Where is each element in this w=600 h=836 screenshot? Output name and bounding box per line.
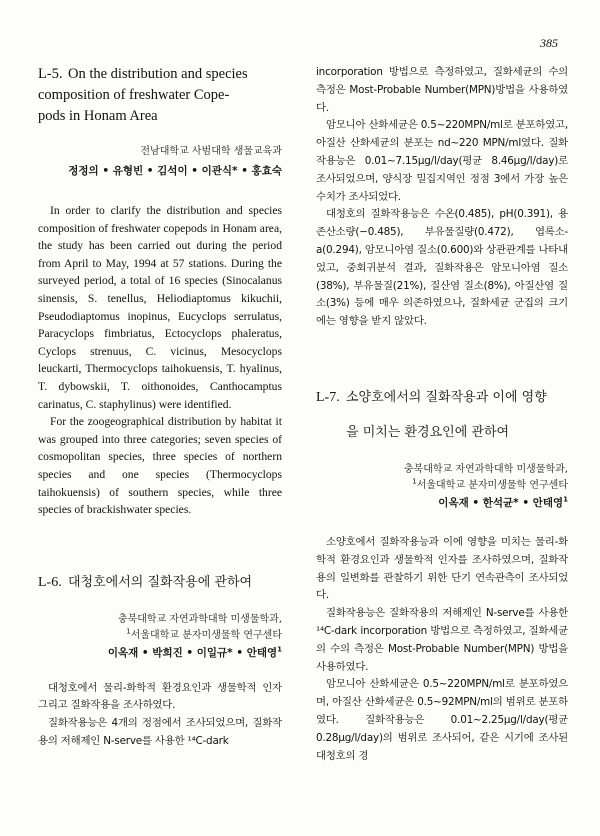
l7-paragraph-3: 암모니아 산화세균은 0.5~220MPN/ml로 분포하였으며, 아질산 산화세균은 0.5~92MPN/ml의 범위로 분포하였다. 질화작용능은 0.01~2.25μg/l/day(평균 0.28μg/l/day)의 범위로 조사되어, 같은 시기에 조사된 대청호의 경	[316, 678, 568, 762]
l6-paragraph-2: 질화작용능은 4개의 정점에서 조사되었으며, 질화작용의 저해제인 N-serve를 사용한 ¹⁴C-dark	[38, 717, 282, 748]
l6-authors: 이옥재 • 박희진 • 이일규* • 안태영$^1$	[107, 645, 282, 659]
l6-abstract	[38, 680, 282, 751]
l6-paragraph-1: 대청호에서 물리-화학적 환경요인과 생물학적 인자 그리고 질화작용을 조사하였다.	[38, 681, 282, 712]
l6-title: L-6. 대청호에서의 질화작용에 관하여	[38, 572, 282, 594]
l5-title-line1: L-5. On the distribution and species	[38, 64, 282, 85]
l6-paragraph-5: 대청호의 질화작용능은 수온(0.485), pH(0.391), 용존산소량(−0.485), 부유물질량(0.472), 엽록소-a(0.294), 암모니아염 질소(0.600)와 상관관계를 나타내었고, 중회귀분석 결과, 질화작용은 암모니아염 질소(38%), 부유물질(21%), 질산염 질소(8%), 아질산염 질소(3%) 등에 매우 의존하였으나, 질화세균 군집의 크기에는 영향을 받지 않았다.	[316, 208, 568, 328]
l6-paragraph-4: 암모니아 산화세균은 0.5~220MPN/ml로 분포하였고, 아질산 산화세균의 분포는 nd~220 MPN/ml였다. 질화작용능은 0.01~7.15μg/l/day(평균 8.46μg/l/day)로 조사되었으며, 양식장 밀집지역인 정점 3에서 가장 높은 수치가 조사되었다.	[316, 119, 568, 203]
l5-paragraph-2: For the zoogeographical distribution by habitat it was grouped into three categories; seven species of cosmopolitan species, three species of northern species and one species (Thermocyclops taihokuensis) of southern species, while three species of brackishwater species.	[38, 415, 282, 517]
right-column	[316, 64, 568, 765]
l6-paragraph-3: incorporation 방법으로 측정하였고, 질화세균의 수의 측정은 Most-Probable Number(MPN)방법을 사용하였다.	[316, 66, 568, 114]
l6-title-block	[38, 572, 282, 594]
l7-affiliation-1: 충북대학교 자연과학대학 미생물학과,	[403, 463, 568, 475]
l6-continued	[316, 64, 568, 331]
left-column	[38, 64, 282, 751]
l7-affiliation-2: $^1$서울대학교 분자미생물학 연구센타	[412, 477, 568, 491]
l5-number: L-5.	[38, 66, 63, 82]
l5-paragraph-1: In order to clarify the distribution and species composition of freshwater copepods in Honam area, the study has been carried out during the period from April to May, 1994 at 57 stations. During the surveyed period, a total of 16 species (Sinocalanus sinensis, S. tenellus, Heliodiaptomus kikuchii, Pseudodiaptomus inopinus, Eucyclops serrulatus, Paracyclops fimbriatus, Ectocyclops phaleratus, Cyclops strenuus, C. vicinus, Mesocyclops leuckarti, Thermocyclops taihokuensis, T. hyalinus, T. dybowskii, T. oithonoides, Canthocamptus carinatus, C. staphylinus) were identified.	[38, 204, 282, 411]
l7-title-line1: L-7. 소양호에서의 질화작용과 이에 영향	[316, 387, 568, 409]
l7-paragraph-2: 질화작용능은 질화작용의 저해제인 N-serve를 사용한 ¹⁴C-dark incorporation 방법으로 측정하였고, 질화세균의 수의 측정은 Most-Probable Number(MPN) 방법을 사용하였다.	[316, 607, 568, 673]
l6-affiliation-1: 충북대학교 자연과학대학 미생물학과,	[117, 613, 282, 625]
l6-affiliation-2: $^1$서울대학교 분자미생물학 연구센타	[126, 627, 282, 641]
l5-affiliation: 전남대학교 사범대학 생물교육과	[140, 146, 282, 157]
l5-abstract	[38, 202, 282, 519]
l7-title-block	[316, 387, 568, 444]
l5-title-block	[38, 64, 282, 127]
l6-number: L-6.	[38, 574, 62, 590]
l7-number: L-7.	[316, 389, 340, 405]
l7-title-line2: 을 미치는 환경요인에 관하여	[346, 424, 510, 440]
l7-abstract	[316, 534, 568, 765]
l7-paragraph-1: 소양호에서 질화작용능과 이에 영향을 미치는 물리-화학적 환경요인과 생물학적 인자를 조사하였으며, 질화작용의 일변화를 관찰하기 위한 단기 연속관측이 조사되었다.	[316, 535, 568, 602]
l7-authors: 이옥재 • 한석균* • 안태영$^1$	[438, 495, 568, 509]
l5-title-line3: pods in Honam Area	[38, 108, 158, 124]
l5-title-line2: composition of freshwater Cope-	[38, 87, 230, 103]
page-number: 385	[540, 36, 558, 50]
l5-authors: 정정의 • 유형빈 • 김석이 • 이관식* • 홍효숙	[68, 165, 282, 177]
